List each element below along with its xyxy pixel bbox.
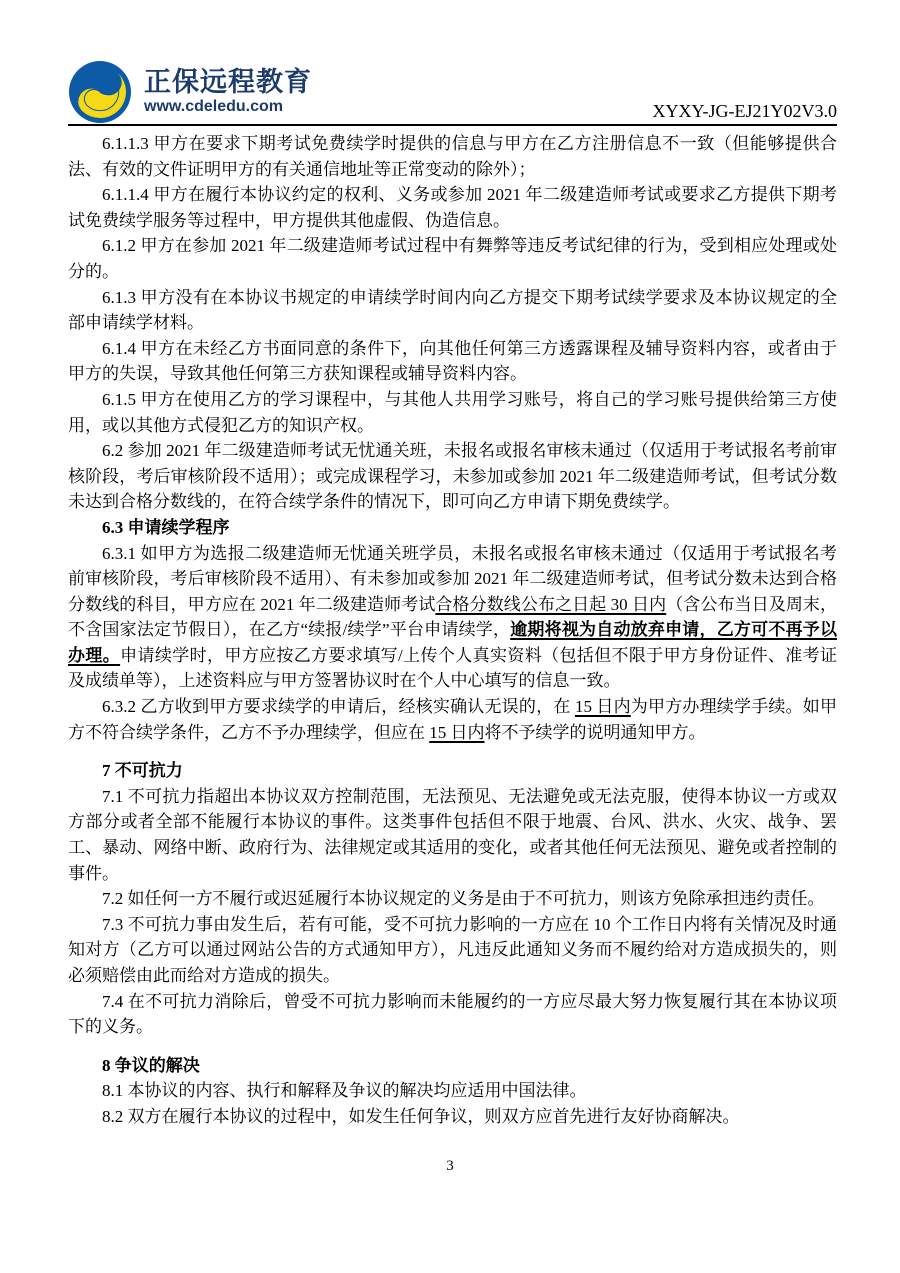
text-run: 6.3 申请续学程序 <box>102 517 230 537</box>
paragraph <box>68 784 837 886</box>
paragraph <box>68 233 837 284</box>
text-run: 6.1.4 甲方在未经乙方书面同意的条件下，向其他任何第三方透露课程及辅导资料内容，或者由于甲方的失误，导致其他任何第三方获知课程或辅导资料内容。 <box>68 338 837 384</box>
text-run: 6.1.1.4 甲方在履行本协议约定的权利、义务或参加 2021 年二级建造师考试或要求乙方提供下期考试免费续学服务等过程中，甲方提供其他虚假、伪造信息。 <box>68 185 837 230</box>
header-divider <box>68 124 837 126</box>
text-run: 7.2 如任何一方不履行或迟延履行本协议规定的义务是由于不可抗力，则该方免除承担违约责任。 <box>102 889 825 909</box>
company-logo <box>68 60 312 124</box>
paragraph <box>68 131 837 182</box>
underlined-text-run: 15 日内 <box>429 722 485 742</box>
paragraph <box>68 336 837 387</box>
text-run: 将不予续学的说明通知甲方。 <box>484 722 706 742</box>
text-run: 6.3.1 如甲方为选报二级建造师无忧通关班学员，未报名或报名审核未通过（仅适用于考试报名考前审核阶段，考后审核阶段不适用）、有未参加或参加 2021 年二级建造师考试，但考试分数未达到合格分数线的科目，甲方应在 2021 年二级建造师考试 <box>68 543 837 614</box>
text-run: 7.1 不可抗力指超出本协议双方控制范围，无法预见、无法避免或无法克服，使得本协议一方或双方部分或者全部不能履行本协议的事件。这类事件包括但不限于地震、台风、洪水、火灾、战争、罢工、暴动、网络中断、政府行为、法律规定或其适用的变化，或者其他任何无法预见、避免或者控制的事件。 <box>68 786 837 883</box>
paragraph <box>68 438 837 515</box>
paragraph <box>68 541 837 695</box>
text-run: 6.1.5 甲方在使用乙方的学习课程中，与其他人共用学习账号，将自己的学习账号提供给第三方使用，或以其他方式侵犯乙方的知识产权。 <box>68 389 837 435</box>
paragraph <box>68 387 837 438</box>
section-heading <box>68 758 837 784</box>
paragraph <box>68 989 837 1040</box>
text-run: 6.1.3 甲方没有在本协议书规定的申请续学时间内向乙方提交下期考试续学要求及本协议规定的全部申请续学材料。 <box>68 287 837 333</box>
text-run: 6.2 参加 2021 年二级建造师考试无忧通关班，未报名或报名审核未通过（仅适用于考试报名考前审核阶段，考后审核阶段不适用）；或完成课程学习，未参加或参加 2021 年二级建造师考试，但考试分数未达到合格分数线的，在符合续学条件的情况下，即可向乙方申请下期免费续学。 <box>68 441 837 512</box>
zhengbao-logo-icon <box>68 60 132 124</box>
text-run: 为甲方办理续学手续。如甲方不符合续学条件，乙方不予办理续学，但应在 <box>68 697 838 742</box>
underlined-text-run: 逾期将视为自动放弃申请，乙方可不再予以办理。 <box>68 620 837 665</box>
text-run: 申请续学时，甲方应按乙方要求填写/上传个人真实资料（包括但不限于甲方身份证件、准考证及成绩单等），上述资料应与甲方签署协议时在个人中心填写的信息一致。 <box>68 645 837 691</box>
text-run: 8 争议的解决 <box>102 1055 200 1075</box>
underlined-text-run: 合格分数线公布之日起 30 日内 <box>435 594 667 614</box>
section-heading <box>68 1053 837 1079</box>
paragraph <box>68 1078 837 1104</box>
text-run: 7.3 不可抗力事由发生后，若有可能，受不可抗力影响的一方应在 10 个工作日内将有关情况及时通知对方（乙方可以通过网站公告的方式通知甲方），凡违反此通知义务而不履约给对方造成损失的，则必须赔偿由此而给对方造成的损失。 <box>68 914 837 985</box>
text-run: 6.3.2 乙方收到甲方要求续学的申请后，经核实确认无误的，在 <box>102 697 575 717</box>
document-code: XYXY-JG-EJ21Y02V3.0 <box>652 101 837 121</box>
text-run: 8.1 本协议的内容、执行和解释及争议的解决均应适用中国法律。 <box>102 1081 587 1101</box>
paragraph <box>68 1104 837 1130</box>
paragraph <box>68 182 837 233</box>
text-run: 6.1.2 甲方在参加 2021 年二级建造师考试过程中有舞弊等违反考试纪律的行为，受到相应处理或处分的。 <box>68 236 837 281</box>
underlined-text-run: 15 日内 <box>574 697 631 717</box>
paragraph <box>68 912 837 989</box>
text-run: 7 不可抗力 <box>102 761 183 781</box>
text-run: （含公布当日及周末，不含国家法定节假日），在乙方“续报/续学”平台申请续学， <box>68 594 838 640</box>
section-heading <box>68 515 837 541</box>
paragraph <box>68 886 837 912</box>
logo-title: 正保远程教育 <box>144 67 312 97</box>
page-footer <box>0 1158 900 1175</box>
paragraph <box>68 285 837 336</box>
text-run: 8.2 双方在履行本协议的过程中，如发生任何争议，则双方应首先进行友好协商解决。 <box>102 1106 740 1126</box>
logo-url: www.cdeledu.com <box>144 98 283 115</box>
page-header <box>68 50 837 124</box>
paragraph <box>68 694 837 745</box>
text-run: 7.4 在不可抗力消除后，曾受不可抗力影响而未能履约的一方应尽最大努力恢复履行其在本协议项下的义务。 <box>68 991 837 1037</box>
logo-text-block <box>144 67 312 117</box>
text-run: 6.1.1.3 甲方在要求下期考试免费续学时提供的信息与甲方在乙方注册信息不一致（但能够提供合法、有效的文件证明甲方的有关通信地址等正常变动的除外）； <box>68 134 837 179</box>
page-number: 3 <box>446 1158 454 1174</box>
document-body <box>68 131 837 1130</box>
